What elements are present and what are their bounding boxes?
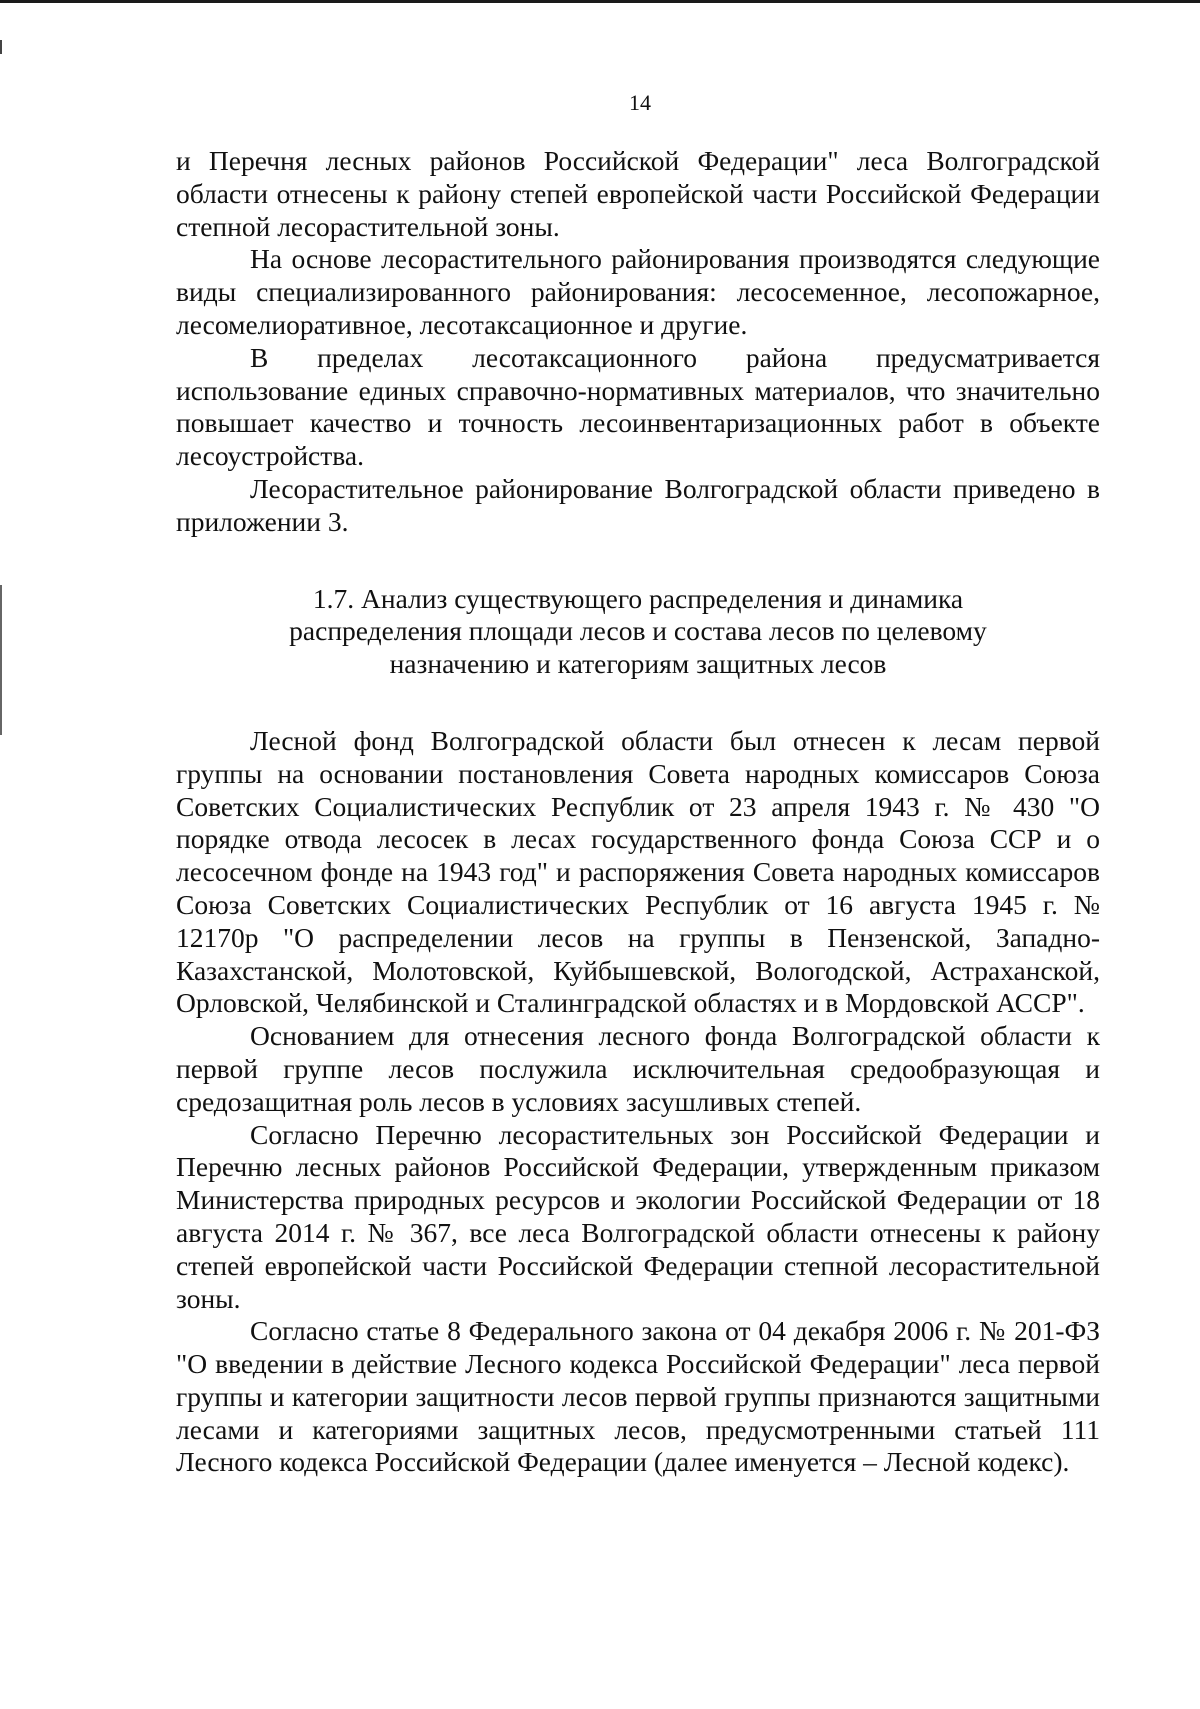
paragraph: В пределах лесотаксационного района предусматривается использование единых справочно-нормативных материалов, что значительно повышает качество и точность лесоинвентаризационных работ в объекте лесоустройства. [176, 341, 1100, 472]
section-heading [176, 583, 1100, 681]
paragraph: Лесной фонд Волгоградской области был отнесен к лесам первой группы на основании постановления Совета народных комиссаров Союза Советских Социалистических Республик от 23 апреля 1943 г. № 430 "О порядке отвода лесосек в лесах государственного фонда Союза ССР и о лесосечном фонде на 1943 год" и распоряжения Совета народных комиссаров Союза Советских Социалистических Республик от 16 августа 1945 г. № 12170р "О распределении лесов на группы в Пензенской, Западно-Казахстанской, Молотовской, Куйбышевской, Вологодской, Астраханской, Орловской, Челябинской и Сталинградской областях и в Мордовской АССР". [176, 724, 1100, 1019]
section-heading-line: 1.7. Анализ существующего распределения и динамика [312, 582, 964, 614]
paragraph: Согласно Перечню лесорастительных зон Российской Федерации и Перечню лесных районов Российской Федерации, утвержденным приказом Министерства природных ресурсов и экологии Российской Федерации от 18 августа 2014 г. № 367, все леса Волгоградской области отнесены к району степей европейской части Российской Федерации степной лесорастительной зоны. [176, 1118, 1100, 1314]
scan-edge-mark [0, 40, 2, 54]
page-number: 14 [629, 90, 651, 115]
scan-edge-mark [0, 585, 2, 735]
paragraph: Основанием для отнесения лесного фонда Волгоградской области к первой группе лесов послужила исключительная средообразующая и средозащитная роль лесов в условиях засушливых степей. [176, 1020, 1100, 1117]
section-heading-line: распределения площади лесов и состава лесов по целевому [289, 615, 987, 647]
paragraph: На основе лесорастительного районирования производятся следующие виды специализированного районирования: лесосеменное, лесопожарное, лесомелиоративное, лесотаксационное и другие. [176, 243, 1100, 340]
document-body [176, 145, 1100, 1479]
paragraph-continuation: и Перечня лесных районов Российской Федерации" леса Волгоградской области отнесены к району степей европейской части Российской Федерации степной лесорастительной зоны. [176, 145, 1100, 242]
section-heading-line: назначению и категориям защитных лесов [389, 648, 887, 680]
scan-top-border [0, 0, 1200, 3]
paragraph: Лесорастительное районирование Волгоградской области приведено в приложении 3. [176, 472, 1100, 537]
paragraph: Согласно статье 8 Федерального закона от 04 декабря 2006 г. № 201-ФЗ "О введении в действие Лесного кодекса Российской Федерации" леса первой группы и категории защитности лесов первой группы признаются защитными лесами и категориями защитных лесов, предусмотренными статьей 111 Лесного кодекса Российской Федерации (далее именуется – Лесной кодекс). [176, 1315, 1100, 1478]
